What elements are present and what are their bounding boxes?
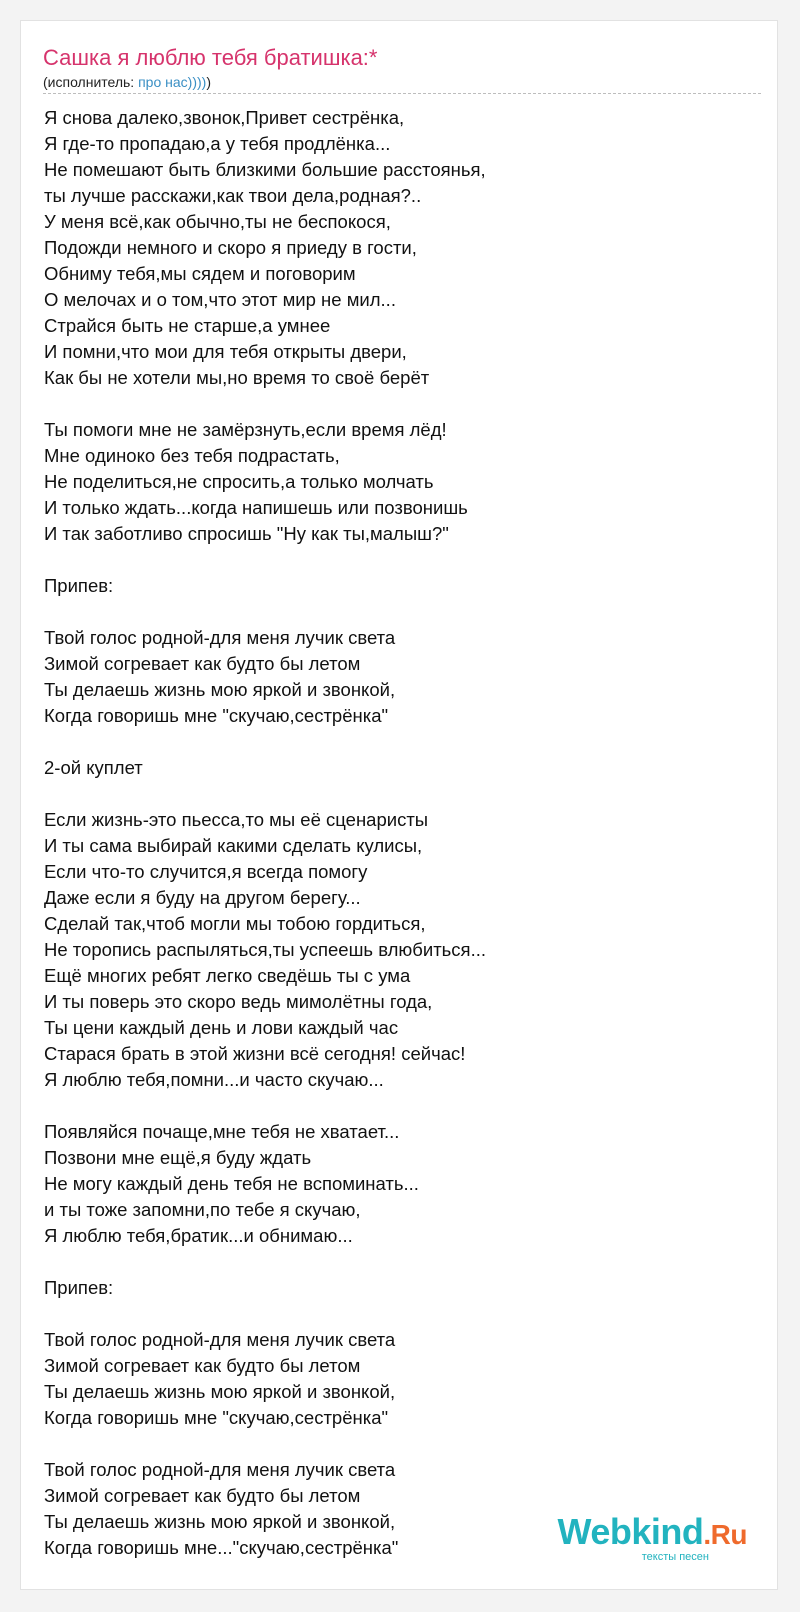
lyric-line: О мелочах и о том,что этот мир не мил... [44, 289, 396, 310]
lyric-line: Даже если я буду на другом берегу... [44, 887, 361, 908]
song-title: Сашка я люблю тебя братишка:* [43, 45, 378, 70]
lyric-line: 2-ой куплет [44, 757, 143, 778]
lyric-line: Ты делаешь жизнь мою яркой и звонкой, [44, 679, 396, 700]
lyric-line: Как бы не хотели мы,но время то своё берёт [44, 367, 430, 388]
lyric-line: Зимой согревает как будто бы летом [44, 1485, 361, 1506]
lyric-line: И так заботливо спросишь "Ну как ты,малыш?" [44, 523, 449, 544]
lyric-line: Ты делаешь жизнь мою яркой и звонкой, [44, 1381, 396, 1402]
lyrics-body [44, 105, 756, 1561]
lyric-line: ты лучше расскажи,как твои дела,родная?.. [44, 185, 422, 206]
blank-line [44, 1093, 756, 1119]
lyric-line: Если жизнь-это пьесса,то мы её сценаристы [44, 809, 429, 830]
watermark-subtitle: тексты песен [641, 1551, 709, 1563]
blank-line [44, 599, 756, 625]
artist-suffix: ) [206, 74, 211, 90]
watermark-tld: .Ru [703, 1519, 747, 1550]
lyric-line: У меня всё,как обычно,ты не беспокося, [44, 211, 391, 232]
lyric-line: Твой голос родной-для меня лучик света [44, 627, 396, 648]
title-divider [43, 93, 761, 94]
lyric-line: Ещё многих ребят легко сведёшь ты с ума [44, 965, 411, 986]
lyric-line: Твой голос родной-для меня лучик света [44, 1329, 396, 1350]
lyric-line: И ты сама выбирай какими сделать кулисы, [44, 835, 423, 856]
lyric-line: Я снова далеко,звонок,Привет сестрёнка, [44, 107, 405, 128]
artist-line [43, 73, 211, 91]
lyric-line: Если что-то случится,я всегда помогу [44, 861, 368, 882]
lyric-line: Я где-то пропадаю,а у тебя продлёнка... [44, 133, 391, 154]
watermark-logo [557, 1511, 747, 1553]
lyric-line: Ты цени каждый день и лови каждый час [44, 1017, 399, 1038]
lyric-line: Не поделиться,не спросить,а только молчать [44, 471, 434, 492]
blank-line [44, 1431, 756, 1457]
blank-line [44, 547, 756, 573]
lyric-line: Твой голос родной-для меня лучик света [44, 1459, 396, 1480]
blank-line [44, 391, 756, 417]
lyric-line: И помни,что мои для тебя открыты двери, [44, 341, 407, 362]
lyric-line: Мне одиноко без тебя подрастать, [44, 445, 340, 466]
blank-line [44, 781, 756, 807]
lyric-line: Сделай так,чтоб могли мы тобою гордиться, [44, 913, 426, 934]
lyric-line: и ты тоже запомни,по тебе я скучаю, [44, 1199, 361, 1220]
blank-line [44, 1249, 756, 1275]
watermark-brand: Webkind [557, 1511, 704, 1552]
lyric-line: Позвони мне ещё,я буду ждать [44, 1147, 312, 1168]
lyric-line: Я люблю тебя,помни...и часто скучаю... [44, 1069, 384, 1090]
blank-line [44, 1301, 756, 1327]
lyric-line: Ты помоги мне не замёрзнуть,если время лёд! [44, 419, 447, 440]
lyric-line: Зимой согревает как будто бы летом [44, 1355, 361, 1376]
lyric-line: Я люблю тебя,братик...и обнимаю... [44, 1225, 353, 1246]
lyric-line: Когда говоришь мне "скучаю,сестрёнка" [44, 1407, 389, 1428]
lyrics-card [20, 20, 778, 1590]
lyric-line: Ты делаешь жизнь мою яркой и звонкой, [44, 1511, 396, 1532]
lyric-line: Когда говоришь мне..."скучаю,сестрёнка" [44, 1537, 399, 1558]
lyric-line: Припев: [44, 1277, 114, 1298]
lyric-line: Обниму тебя,мы сядем и поговорим [44, 263, 356, 284]
lyric-line: Не помешают быть близкими большие расстоянья, [44, 159, 486, 180]
lyric-line: И ты поверь это скоро ведь мимолётны года, [44, 991, 433, 1012]
lyric-line: И только ждать...когда напишешь или позвонишь [44, 497, 468, 518]
lyric-line: Когда говоришь мне "скучаю,сестрёнка" [44, 705, 389, 726]
lyric-line: Не могу каждый день тебя не вспоминать... [44, 1173, 419, 1194]
lyric-line: Не торопись распыляться,ты успеешь влюбиться... [44, 939, 486, 960]
lyric-line: Страйся быть не старше,а умнее [44, 315, 331, 336]
lyric-line: Появляйся почаще,мне тебя не хватает... [44, 1121, 400, 1142]
artist-link[interactable]: про нас)))) [138, 74, 207, 90]
blank-line [44, 729, 756, 755]
site-watermark [557, 1511, 747, 1563]
lyric-line: Старася брать в этой жизни всё сегодня! сейчас! [44, 1043, 466, 1064]
lyric-line: Припев: [44, 575, 114, 596]
artist-prefix: (исполнитель: [43, 74, 139, 90]
lyric-line: Подожди немного и скоро я приеду в гости, [44, 237, 417, 258]
lyric-line: Зимой согревает как будто бы летом [44, 653, 361, 674]
